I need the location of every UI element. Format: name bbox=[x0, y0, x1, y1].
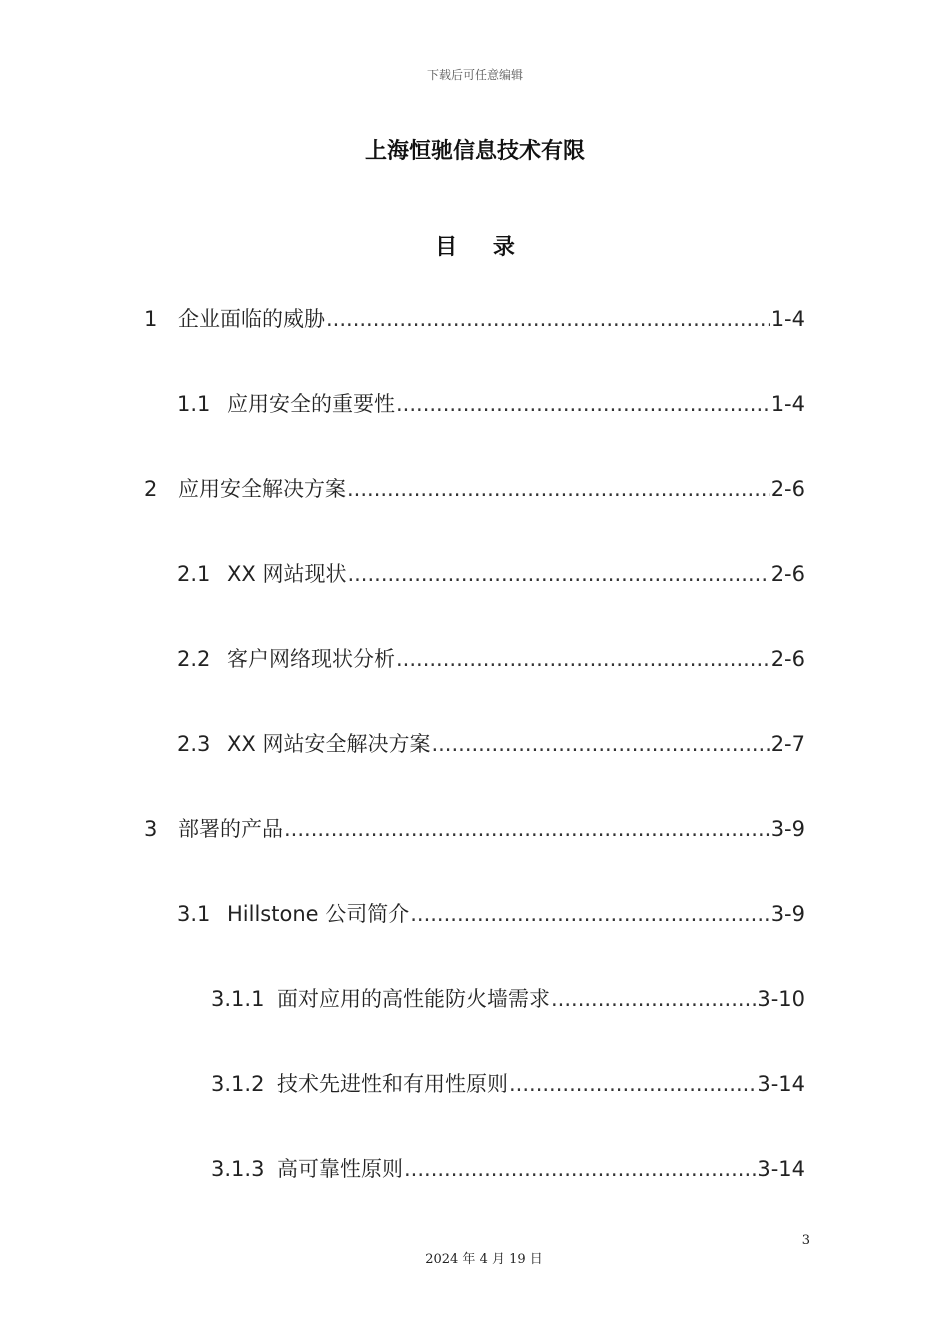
toc-entry-page: 2-6 bbox=[770, 562, 805, 586]
toc-entry-1[interactable] bbox=[144, 303, 805, 333]
page-date: 2024 年 4 月 19 日 bbox=[425, 1252, 543, 1267]
page-header: 下载后可任意编辑 bbox=[426, 68, 523, 82]
toc-entry-number: 2 bbox=[144, 477, 158, 501]
toc-leader-dots bbox=[551, 987, 756, 1011]
toc-entry-text: 应用安全解决方案 bbox=[178, 477, 346, 501]
toc-entry-number: 3.1.3 bbox=[211, 1157, 265, 1181]
toc-entry-text: 部署的产品 bbox=[178, 817, 283, 841]
toc-leader-dots bbox=[284, 817, 770, 841]
toc-entry-3-1[interactable] bbox=[177, 898, 805, 928]
company-name: 上海恒驰信息技术有限 bbox=[364, 139, 585, 164]
toc-leader-dots bbox=[410, 902, 769, 926]
toc-entry-text: 技术先进性和有用性原则 bbox=[277, 1072, 508, 1096]
toc-entry-page: 3-9 bbox=[770, 817, 805, 841]
toc-leader-dots bbox=[326, 307, 770, 331]
toc-entry-3-1-1[interactable] bbox=[211, 983, 805, 1013]
toc-entry-page: 2-7 bbox=[770, 732, 805, 756]
toc-entry-2[interactable] bbox=[144, 473, 805, 503]
toc-entry-text: XX 网站现状 bbox=[227, 562, 347, 586]
toc-entry-page: 3-14 bbox=[757, 1157, 805, 1181]
toc-leader-dots bbox=[347, 477, 770, 501]
toc-leader-dots bbox=[347, 562, 769, 586]
toc-entry-text: 客户网络现状分析 bbox=[227, 647, 395, 671]
toc-entry-text: 企业面临的威胁 bbox=[178, 307, 325, 331]
toc-entry-page: 3-14 bbox=[757, 1072, 805, 1096]
toc-entry-2-1[interactable] bbox=[177, 558, 805, 588]
toc-entry-number: 1.1 bbox=[177, 392, 211, 416]
toc-entry-page: 2-6 bbox=[770, 647, 805, 671]
toc-entry-number: 2.1 bbox=[177, 562, 211, 586]
toc-leader-dots bbox=[396, 392, 770, 416]
toc-entry-1-1[interactable] bbox=[177, 388, 805, 418]
toc-entry-page: 2-6 bbox=[770, 477, 805, 501]
toc-leader-dots bbox=[509, 1072, 756, 1096]
page-number: 3 bbox=[801, 1233, 810, 1248]
toc-entry-number: 3.1.1 bbox=[211, 987, 265, 1011]
toc-entry-3-1-3[interactable] bbox=[211, 1153, 805, 1183]
toc-entry-number: 3.1 bbox=[177, 902, 211, 926]
toc-leader-dots bbox=[396, 647, 770, 671]
toc-entry-page: 1-4 bbox=[770, 307, 805, 331]
toc-entry-number: 2.3 bbox=[177, 732, 211, 756]
toc-entry-2-3[interactable] bbox=[177, 728, 805, 758]
toc-entry-3[interactable] bbox=[144, 813, 805, 843]
toc-title: 目 录 bbox=[435, 235, 529, 260]
toc-entry-text: 高可靠性原则 bbox=[277, 1157, 403, 1181]
toc-entry-text: 面对应用的高性能防火墙需求 bbox=[277, 987, 550, 1011]
toc-entry-page: 3-10 bbox=[757, 987, 805, 1011]
toc-entry-text: 应用安全的重要性 bbox=[227, 392, 395, 416]
toc-entry-number: 3.1.2 bbox=[211, 1072, 265, 1096]
toc-entry-number: 2.2 bbox=[177, 647, 211, 671]
toc-entry-page: 3-9 bbox=[770, 902, 805, 926]
toc-entry-number: 1 bbox=[144, 307, 158, 331]
toc-entry-text: Hillstone 公司简介 bbox=[227, 902, 410, 926]
toc-entry-page: 1-4 bbox=[770, 392, 805, 416]
toc-entry-3-1-2[interactable] bbox=[211, 1068, 805, 1098]
toc-entry-text: XX 网站安全解决方案 bbox=[227, 732, 431, 756]
toc-leader-dots bbox=[404, 1157, 756, 1181]
toc-entry-number: 3 bbox=[144, 817, 158, 841]
toc-entry-2-2[interactable] bbox=[177, 643, 805, 673]
toc-leader-dots bbox=[431, 732, 769, 756]
